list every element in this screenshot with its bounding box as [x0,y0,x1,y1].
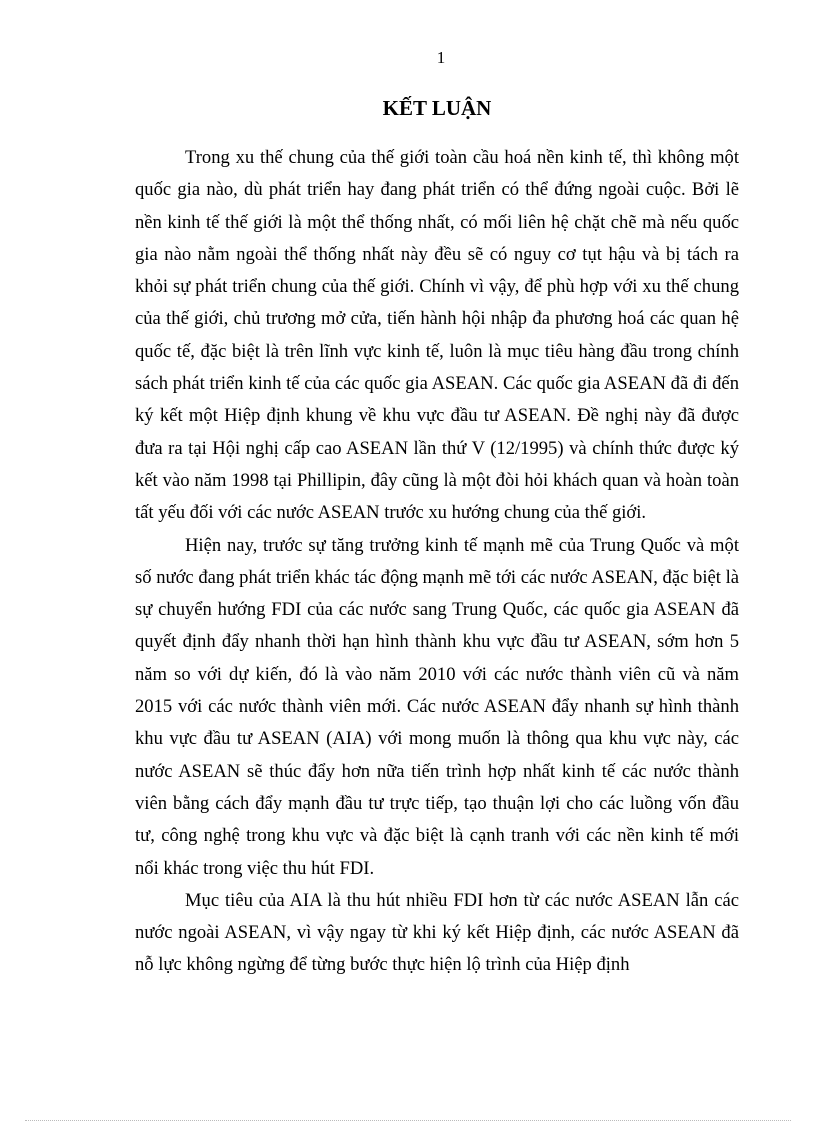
document-title: KẾT LUẬN [382,96,492,120]
paragraph-1: Trong xu thế chung của thế giới toàn cầu hoá nền kinh tế, thì không một quốc gia nào, dù phát triển hay đang phát triển có thể đứng ngoài cuộc. Bởi lẽ nền kinh tế thế giới là một thể thống nhất, có mối liên hệ chặt chẽ mà nếu quốc gia nào nằm ngoài thể thống nhất này đều sẽ có nguy cơ tụt hậu và bị tách ra khỏi sự phát triển chung của thế giới. Chính vì vậy, để phù hợp với xu thế chung của thế giới, chủ trương mở cửa, tiến hành hội nhập đa phương hoá các quan hệ quốc tế, đặc biệt là trên lĩnh vực kinh tế, luôn là mục tiêu hàng đầu trong chính sách phát triển kinh tế của các quốc gia ASEAN. Các quốc gia ASEAN đã đi đến ký kết một Hiệp định khung về khu vực đầu tư ASEAN. Đề nghị này đã được đưa ra tại Hội nghị cấp cao ASEAN lần thứ V (12/1995) và chính thức được ký kết vào năm 1998 tại Phillipin, đây cũng là một đòi hỏi khách quan và hoàn toàn tất yếu đối với các nước ASEAN trước xu hướng chung của thế giới. [135,147,739,524]
document-body [135,142,739,982]
paragraph-3: Mục tiêu của AIA là thu hút nhiều FDI hơn từ các nước ASEAN lẫn các nước ngoài ASEAN, vì vậy ngay từ khi ký kết Hiệp định, các nước ASEAN đã nỗ lực không ngừng để từng bước thực hiện lộ trình của Hiệp định [135,889,739,976]
paragraph-2: Hiện nay, trước sự tăng trưởng kinh tế mạnh mẽ của Trung Quốc và một số nước đang phát triển khác tác động mạnh mẽ tới các nước ASEAN, đặc biệt là sự chuyển hướng FDI của các nước sang Trung Quốc, các quốc gia ASEAN đã quyết định đẩy nhanh thời hạn hình thành khu vực đầu tư ASEAN, sớm hơn 5 năm so với dự kiến, đó là vào năm 2010 với các nước thành viên cũ và năm 2015 với các nước thành viên mới. Các nước ASEAN đẩy nhanh sự hình thành khu vực đầu tư ASEAN (AIA) với mong muốn là thông qua khu vực này, các nước ASEAN sẽ thúc đẩy hơn nữa tiến trình hợp nhất kinh tế các nước thành viên bằng cách đẩy mạnh đầu tư trực tiếp, tạo thuận lợi cho các luồng vốn đầu tư, công nghệ trong khu vực và đặc biệt là cạnh tranh với các nền kinh tế mới nổi khác trong việc thu hút FDI. [135,534,739,879]
page-bottom-divider [25,1120,791,1121]
page-number: 1 [436,48,446,67]
